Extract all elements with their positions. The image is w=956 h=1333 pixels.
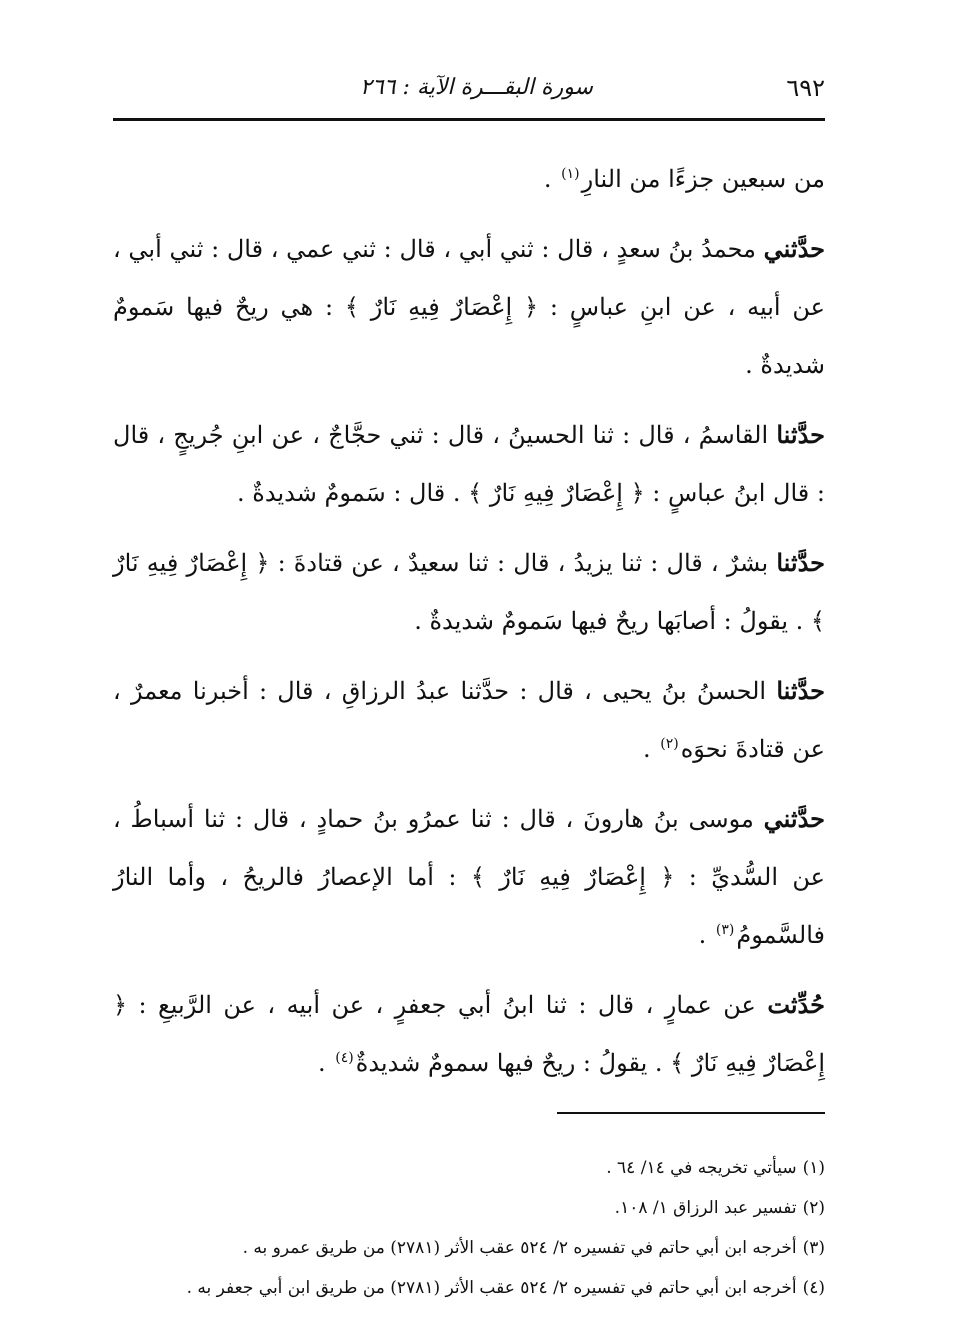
paragraph-6 bbox=[113, 790, 825, 964]
paragraph-4 bbox=[113, 534, 825, 650]
footnotes bbox=[113, 1148, 825, 1308]
footnote-1 bbox=[113, 1148, 825, 1188]
footnote-text: أخرجه ابن أبي حاتم في تفسيره ٢/ ٥٢٤ عقب الأثر (٢٧٨١) من طريق ابن أبي جعفر به . bbox=[186, 1278, 797, 1298]
paragraph-tail: . bbox=[318, 1049, 326, 1077]
paragraph-7 bbox=[113, 976, 825, 1092]
narration-lead: حدَّثنا bbox=[776, 548, 825, 577]
paragraph-text: القاسمُ ، قال : ثنا الحسينُ ، قال : ثني حجَّاجٌ ، عن ابنِ جُريجٍ ، قال : قال ابنُ عباسٍ : ﴿ إِعْصَارٌ فِيهِ نَارٌ ﴾ . قال : سَمومٌ شديدةٌ . bbox=[113, 421, 825, 507]
footnote-text: تفسير عبد الرزاق ١/ ١٠٨. bbox=[614, 1198, 797, 1218]
footnote-ref-3: (٣) bbox=[715, 922, 735, 938]
paragraph-5 bbox=[113, 662, 825, 778]
footnote-rule bbox=[557, 1112, 825, 1114]
footnote-number: (١) bbox=[802, 1158, 825, 1178]
running-title: سورة البقـــرة الآية : ٢٦٦ bbox=[360, 75, 593, 100]
paragraph-text: محمدُ بنُ سعدٍ ، قال : ثني أبي ، قال : ثني عمي ، قال : ثني أبي ، عن أبيه ، عن ابنِ عباسٍ : ﴿ إِعْصَارٌ فِيهِ نَارٌ ﴾ : هي ريحٌ فيها سَمومٌ شديدةٌ . bbox=[113, 235, 825, 379]
paragraph-text: بشرٌ ، قال : ثنا يزيدُ ، قال : ثنا سعيدٌ ، عن قتادةَ : ﴿ إِعْصَارٌ فِيهِ نَارٌ ﴾ . يقولُ : أصابَها ريحٌ فيها سَمومٌ شديدةٌ . bbox=[113, 549, 825, 635]
paragraph-text: عن عمارٍ ، قال : ثنا ابنُ أبي جعفرٍ ، عن أبيه ، عن الرَّبيعِ : ﴿ إِعْصَارٌ فِيهِ نَارٌ ﴾ . يقولُ : ريحٌ فيها سمومٌ شديدةٌ bbox=[113, 991, 825, 1077]
header-rule bbox=[113, 118, 825, 121]
footnote-2 bbox=[113, 1188, 825, 1228]
paragraph-1 bbox=[113, 150, 825, 208]
narration-lead: حدَّثنا bbox=[776, 676, 825, 705]
paragraph-tail: . bbox=[543, 165, 552, 193]
narration-lead: حدَّثني bbox=[763, 234, 825, 263]
footnote-text: سيأتي تخريجه في ١٤/ ٦٤ . bbox=[606, 1158, 797, 1178]
footnote-ref-1: (١) bbox=[561, 166, 580, 182]
page-header bbox=[113, 70, 825, 106]
narration-lead: حدَّثنا bbox=[776, 420, 825, 449]
footnote-ref-2: (٢) bbox=[660, 736, 679, 752]
paragraph-tail: . bbox=[698, 921, 707, 949]
footnote-3 bbox=[113, 1228, 825, 1268]
narration-lead: حدَّثني bbox=[763, 804, 825, 833]
paragraph-tail: . bbox=[642, 735, 651, 763]
footnote-4 bbox=[113, 1268, 825, 1308]
body-text bbox=[113, 150, 825, 1104]
footnote-number: (٤) bbox=[802, 1278, 825, 1298]
footnote-number: (٢) bbox=[802, 1198, 825, 1218]
paragraph-text: موسى بنُ هارونَ ، قال : ثنا عمرُو بنُ حمادٍ ، قال : ثنا أسباطُ ، عن السُّديِّ : ﴿ إِعْصَارٌ فِيهِ نَارٌ ﴾ : أما الإعصارُ فالريحُ ، وأما النارُ فالسَّمومُ bbox=[113, 805, 825, 949]
paragraph-text: الحسنُ بنُ يحيى ، قال : حدَّثنا عبدُ الرزاقِ ، قال : أخبرنا معمرٌ ، عن قتادةَ نحوَه bbox=[113, 677, 825, 763]
paragraph-3 bbox=[113, 406, 825, 522]
footnote-number: (٣) bbox=[802, 1238, 825, 1258]
page-number: ٦٩٢ bbox=[786, 74, 825, 102]
footnote-text: أخرجه ابن أبي حاتم في تفسيره ٢/ ٥٢٤ عقب الأثر (٢٧٨١) من طريق عمرو به . bbox=[242, 1238, 797, 1258]
paragraph-2 bbox=[113, 220, 825, 394]
footnote-ref-4: (٤) bbox=[335, 1050, 354, 1066]
narration-lead: حُدِّثت bbox=[767, 990, 825, 1019]
paragraph-text: من سبعين جزءًا من النارِ bbox=[581, 165, 825, 193]
